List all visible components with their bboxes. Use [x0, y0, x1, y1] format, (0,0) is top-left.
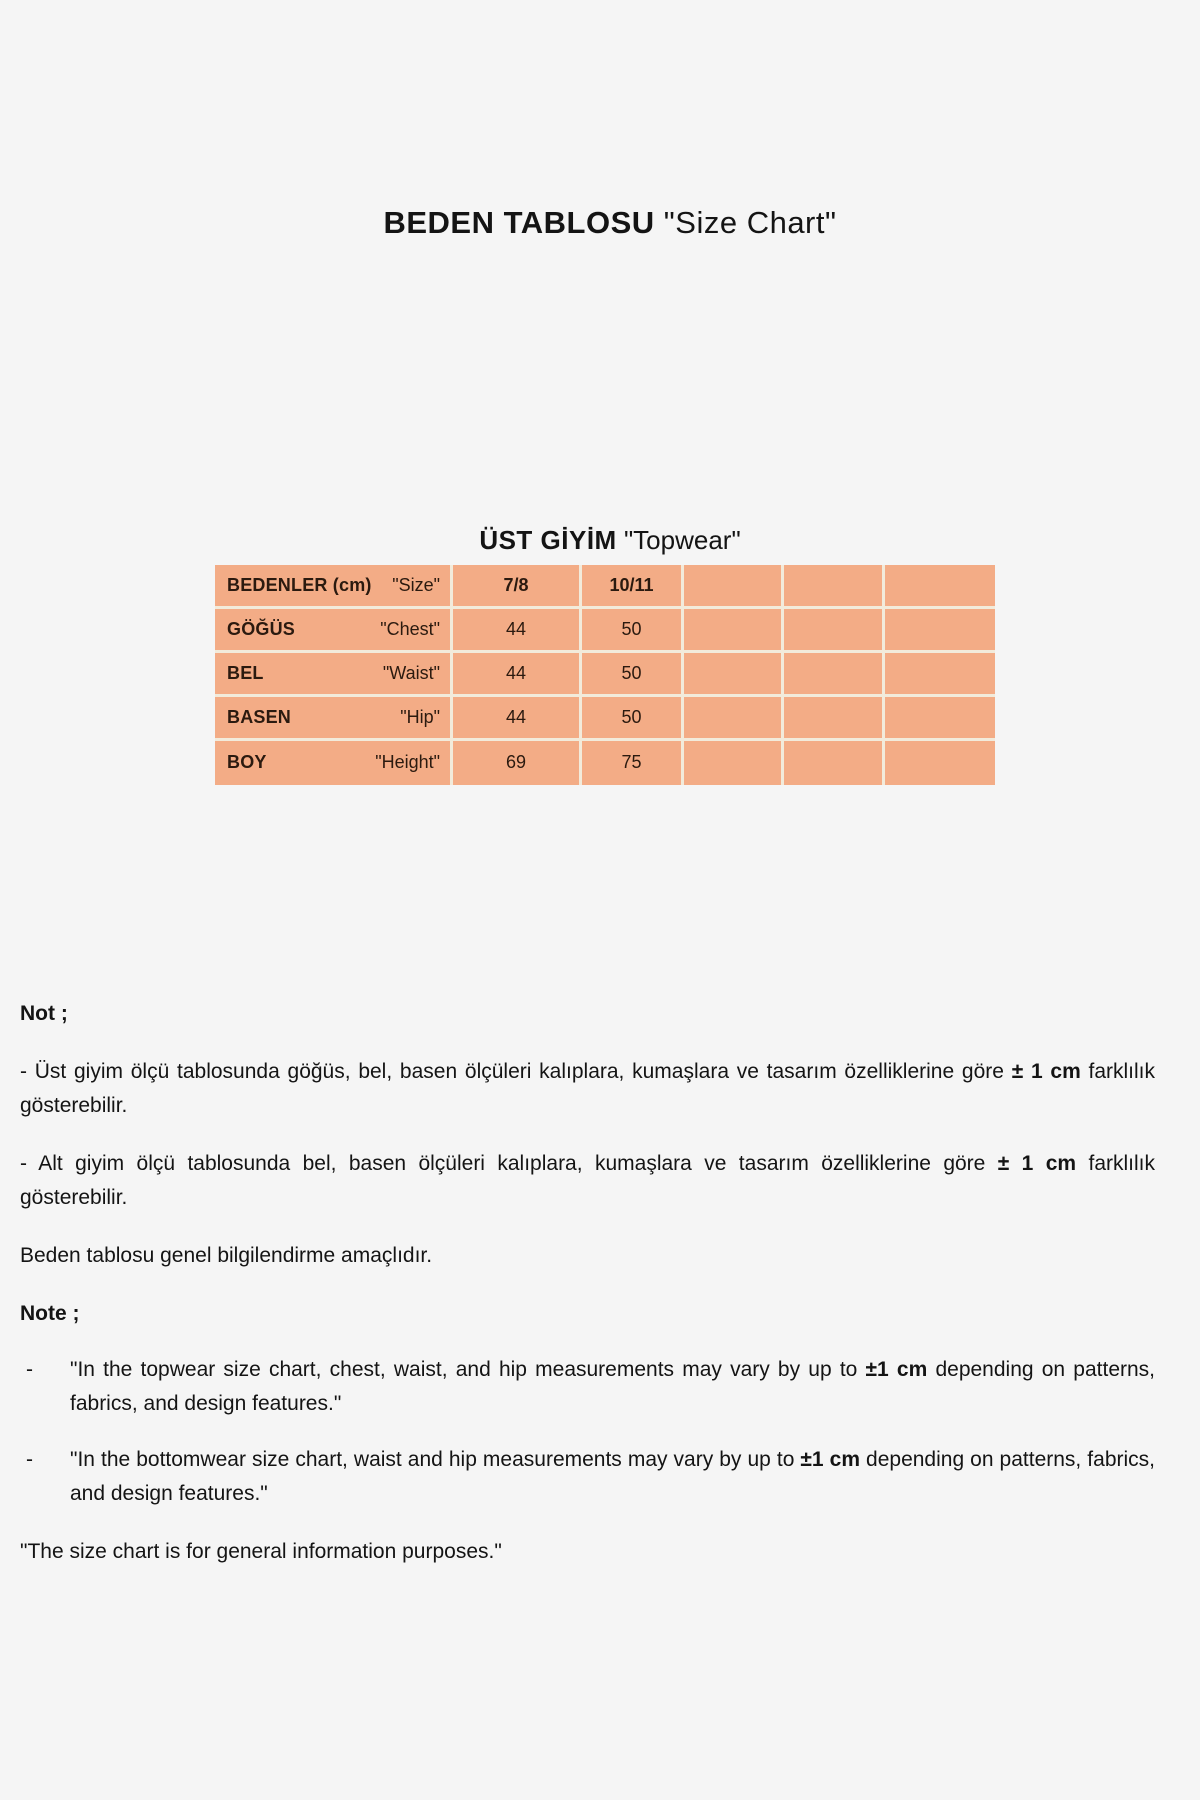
note-text-bold: ± 1 cm — [1011, 1059, 1081, 1083]
measure-label-english: "Height" — [375, 752, 440, 773]
measure-label-english: "Chest" — [380, 618, 440, 639]
table-row — [215, 697, 995, 741]
notes-footer-english: "The size chart is for general information purposes." — [20, 1539, 502, 1563]
note-text: depending on patterns, fabrics, and design features." — [70, 1447, 1155, 1505]
size-column-header: 7/8 — [453, 565, 582, 609]
measure-value — [784, 741, 885, 785]
measure-value — [885, 653, 995, 697]
note-text: depending on patterns, fabrics, and design features." — [70, 1357, 1155, 1415]
measure-value — [885, 741, 995, 785]
notes-heading-english: Note ; — [20, 1301, 80, 1325]
measure-value — [684, 653, 784, 697]
table-header-row — [215, 565, 995, 609]
note-text-bold: ±1 cm — [865, 1357, 928, 1381]
measure-value — [684, 741, 784, 785]
measure-value: 69 — [453, 741, 582, 785]
table-row — [215, 653, 995, 697]
size-table — [215, 565, 995, 785]
note-text: - Alt giyim ölçü tablosunda bel, basen ölçüleri kalıplara, kumaşlara ve tasarım özelliklerine göre — [20, 1151, 998, 1175]
measure-value — [885, 697, 995, 741]
size-column-header — [885, 565, 995, 609]
note-text: "In the bottomwear size chart, waist and hip measurements may vary by up to — [70, 1447, 801, 1471]
measure-value: 50 — [582, 609, 684, 653]
notes-section — [20, 997, 1155, 1569]
bullet-dash: - — [26, 1447, 33, 1471]
table-row — [215, 741, 995, 785]
notes-heading-turkish: Not ; — [20, 1001, 68, 1025]
size-column-header — [784, 565, 885, 609]
note-text: "In the topwear size chart, chest, waist, and hip measurements may vary by up to — [70, 1357, 866, 1381]
note-bullet-topwear-en — [20, 1353, 1155, 1421]
measure-label-english: "Waist" — [382, 662, 440, 683]
measure-label-english: "Hip" — [400, 706, 440, 727]
size-column-header: 10/11 — [582, 565, 684, 609]
measure-value — [784, 697, 885, 741]
header-label-cell — [215, 565, 453, 609]
note-text: farklılık gösterebilir. — [20, 1151, 1155, 1209]
bullet-dash: - — [26, 1357, 33, 1381]
note-text-bold: ± 1 cm — [997, 1151, 1077, 1175]
note-text: farklılık gösterebilir. — [20, 1059, 1156, 1117]
measure-value — [684, 697, 784, 741]
size-column-header — [684, 565, 784, 609]
note-paragraph-bottomwear-tr — [20, 1147, 1155, 1215]
measure-value — [885, 609, 995, 653]
measure-label-turkish: BOY — [227, 752, 267, 773]
measure-label-cell — [215, 697, 453, 741]
notes-footer-turkish: Beden tablosu genel bilgilendirme amaçlıdır. — [20, 1243, 433, 1267]
header-label-turkish: BEDENLER (cm) — [227, 574, 372, 595]
topwear-title-turkish: ÜST GİYİM — [479, 524, 617, 555]
measure-value: 50 — [582, 653, 684, 697]
topwear-title-english: "Topwear" — [623, 524, 741, 555]
measure-label-turkish: BEL — [227, 662, 264, 683]
table-row — [215, 609, 995, 653]
measure-label-turkish: GÖĞÜS — [227, 618, 296, 639]
measure-value — [784, 609, 885, 653]
note-paragraph-topwear-tr — [20, 1055, 1155, 1123]
note-text: - Üst giyim ölçü tablosunda göğüs, bel, basen ölçüleri kalıplara, kumaşlara ve tasarım özelliklerine göre — [20, 1059, 1012, 1083]
measure-label-turkish: BASEN — [227, 706, 292, 727]
measure-value: 75 — [582, 741, 684, 785]
measure-value: 44 — [453, 609, 582, 653]
note-bullet-bottomwear-en — [20, 1443, 1155, 1511]
page-title-turkish: BEDEN TABLOSU — [383, 205, 655, 240]
measure-value — [784, 653, 885, 697]
header-label-english: "Size" — [392, 574, 440, 595]
measure-value: 44 — [453, 697, 582, 741]
measure-label-cell — [215, 741, 453, 785]
measure-value: 44 — [453, 653, 582, 697]
measure-value — [684, 609, 784, 653]
measure-value: 50 — [582, 697, 684, 741]
note-text-bold: ±1 cm — [800, 1447, 860, 1471]
topwear-section-title — [215, 526, 1005, 556]
page-title — [215, 205, 1005, 241]
page-title-english: "Size Chart" — [663, 205, 837, 240]
measure-label-cell — [215, 653, 453, 697]
measure-label-cell — [215, 609, 453, 653]
